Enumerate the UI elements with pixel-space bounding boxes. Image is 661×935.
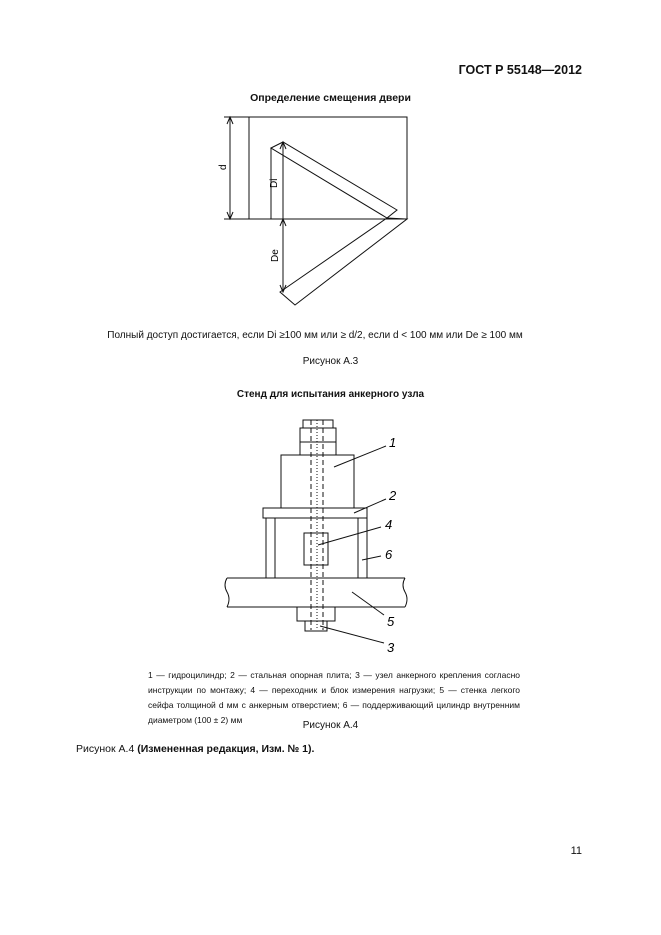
figure-a3-title: Определение смещения двери — [250, 92, 411, 104]
support-cylinder-left — [266, 518, 275, 578]
adapter-block — [304, 533, 328, 565]
door-panel-inner — [271, 142, 397, 218]
support-cylinder-right — [358, 518, 367, 578]
label-d: d — [218, 164, 229, 170]
label-di: Di — [269, 178, 280, 188]
callout-5: 5 — [387, 614, 395, 629]
figure-a4-caption: Рисунок А.4 — [302, 720, 359, 731]
door-panel-outer — [280, 218, 407, 305]
amendment-note — [76, 743, 314, 755]
amendment-note-bold: (Измененная редакция, Изм. № 1). — [137, 743, 315, 755]
amendment-note-prefix: Рисунок А.4 — [76, 743, 135, 755]
figure-a4-legend: 1 — гидроцилиндр; 2 — стальная опорная плита; 3 — узел анкерного крепления согласно инструкции по монтажу; 4 — переходник и блок измерения нагрузки; 5 — стенка легкого сейфа толщиной d мм с анкерным отверстием; 6 — поддерживающий цилиндр внутренним диаметром (100 ± 2) мм — [148, 670, 520, 725]
callout-4: 4 — [385, 517, 393, 532]
door-frame — [249, 117, 407, 219]
callout-6: 6 — [385, 547, 393, 562]
figure-a4-title: Стенд для испытания анкерного узла — [236, 389, 425, 400]
support-plate — [263, 508, 367, 518]
access-condition-text: Полный доступ достигается, если Di ≥100 мм или ≥ d/2, если d < 100 мм или De ≥ 100 мм — [107, 330, 523, 341]
figure-a4-diagram — [225, 420, 407, 643]
standard-number: ГОСТ Р 55148—2012 — [458, 63, 582, 77]
label-de: De — [270, 249, 281, 262]
page-number: 11 — [570, 845, 582, 857]
callout-2: 2 — [389, 488, 397, 503]
callout-3: 3 — [387, 640, 395, 655]
figure-a3-caption: Рисунок А.3 — [302, 356, 359, 367]
callout-1: 1 — [389, 435, 397, 450]
